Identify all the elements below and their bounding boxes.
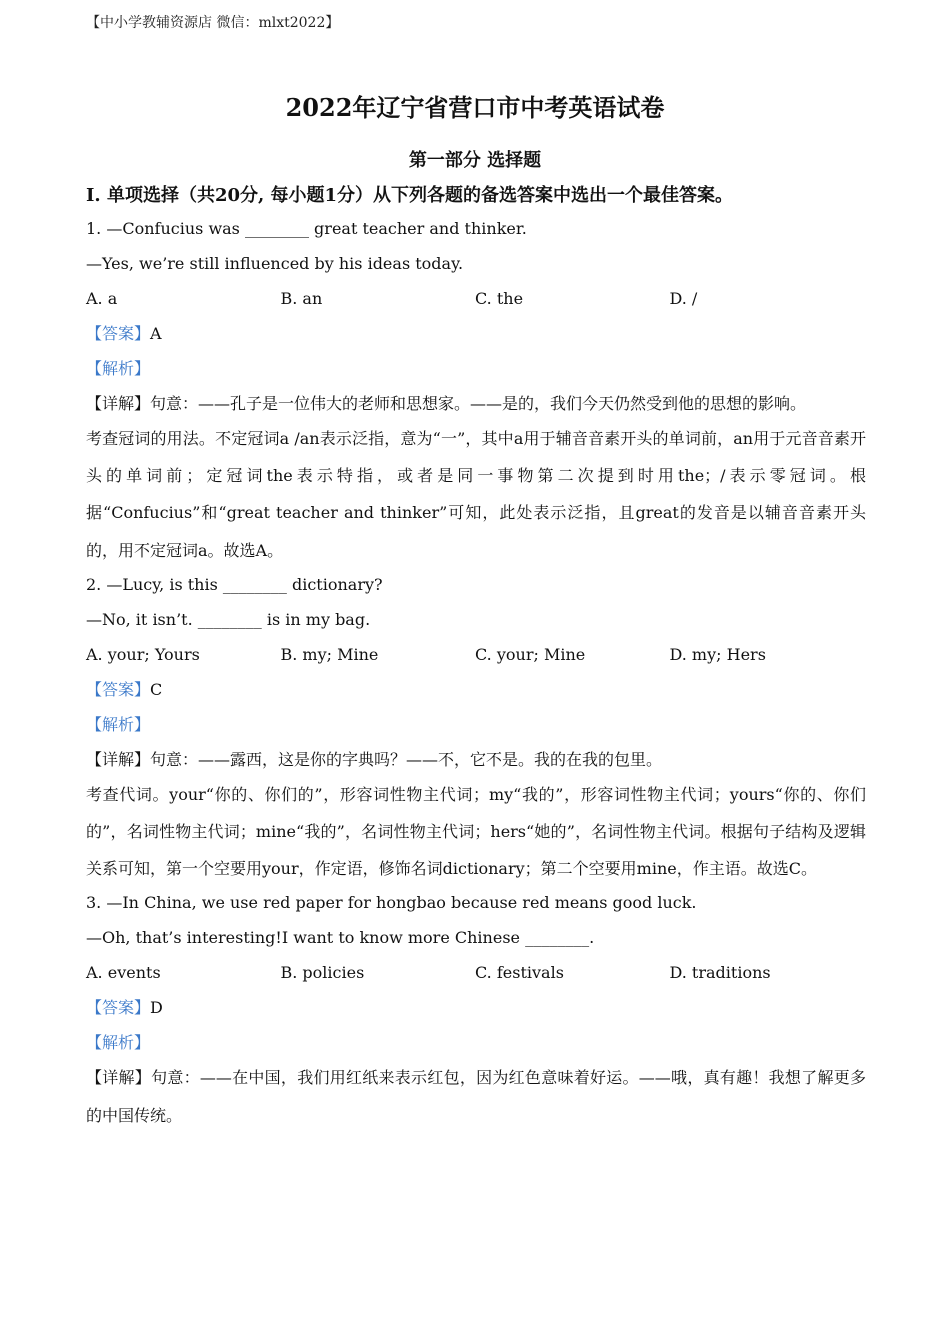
answer-value: C	[150, 679, 163, 699]
detail-line: 【详解】句意：——露西，这是你的字典吗？——不，它不是。我的在我的包里。	[86, 749, 663, 769]
analysis-label: 【解析】	[86, 1033, 151, 1053]
option-b: B. an	[280, 289, 323, 308]
explanation-paragraph: 考查冠词的用法。不定冠词a /an表示泛指，意为“一”，其中a用于辅音音素开头的单词前，an用于元音音素开头的单词前；定冠词the表示特指，或者是同一事物第二次提到时用the；/表示零冠词。根据“Confucius”和“great teacher and thinker”可知，此处表示泛指，且great的发音是以辅音音素开头的，用不定冠词a。故选A。	[86, 429, 866, 560]
answer-label: 【答案】	[86, 998, 151, 1018]
question-1	[86, 215, 866, 569]
analysis-label: 【解析】	[86, 359, 151, 378]
header-note: 【中小学教辅资源店 微信：mlxt2022】	[86, 15, 340, 31]
question-3	[86, 889, 866, 1133]
section-heading: I. 单项选择（共20分, 每小题1分）从下列各题的备选答案中选出一个最佳答案。	[86, 185, 734, 206]
option-a: A. your; Yours	[86, 644, 200, 664]
question-2	[86, 571, 866, 888]
analysis-label: 【解析】	[86, 714, 151, 734]
option-a: A. a	[86, 289, 118, 308]
answer-line	[86, 320, 866, 355]
answer-line	[86, 676, 866, 711]
detail-line: 【详解】句意：——孔子是一位伟大的老师和思想家。——是的，我们今天仍然受到他的思想的影响。	[86, 394, 807, 413]
option-c: C. the	[475, 289, 524, 308]
option-d: D. my; Hers	[669, 644, 766, 664]
option-d: D. traditions	[669, 963, 771, 983]
question-list	[86, 215, 866, 1136]
page-title: 2022年辽宁省营口市中考英语试卷	[285, 93, 665, 122]
option-a: A. events	[86, 963, 161, 983]
detail-paragraph: 【详解】句意：——在中国，我们用红纸来表示红包，因为红色意味着好运。——哦，真有趣！我想了解更多的中国传统。	[86, 1068, 866, 1125]
option-c: C. your; Mine	[475, 644, 586, 664]
question-line: 3. —In China, we use red paper for hongbao because red means good luck.	[86, 893, 697, 913]
options-row	[86, 641, 866, 676]
question-line: 1. —Confucius was ________ great teacher and thinker.	[86, 219, 527, 238]
response-line: —No, it isn’t. ________ is in my bag.	[86, 609, 371, 629]
answer-line	[86, 994, 866, 1029]
option-b: B. my; Mine	[280, 644, 379, 664]
question-line: 2. —Lucy, is this ________ dictionary?	[86, 574, 383, 594]
answer-label: 【答案】	[86, 679, 151, 699]
options-row	[86, 285, 866, 320]
answer-value: A	[150, 324, 162, 343]
options-row	[86, 959, 866, 994]
response-line: —Oh, that’s interesting!I want to know more Chinese ________.	[86, 928, 595, 948]
answer-value: D	[150, 998, 163, 1018]
part-title: 第一部分 选择题	[408, 150, 542, 171]
response-line: —Yes, we’re still influenced by his ideas today.	[86, 254, 464, 273]
option-b: B. policies	[280, 963, 365, 983]
option-d: D. /	[669, 289, 698, 308]
option-c: C. festivals	[475, 963, 564, 983]
explanation-paragraph: 考查代词。your“你的、你们的”，形容词性物主代词；my“我的”，形容词性物主代词；yours“你的、你们的”，名词性物主代词；mine“我的”，名词性物主代词；hers“她的”，名词性物主代词。根据句子结构及逻辑关系可知，第一个空要用your，作定语，修饰名词dictionary；第二个空要用mine，作主语。故选C。	[86, 784, 866, 879]
answer-label: 【答案】	[86, 324, 151, 343]
